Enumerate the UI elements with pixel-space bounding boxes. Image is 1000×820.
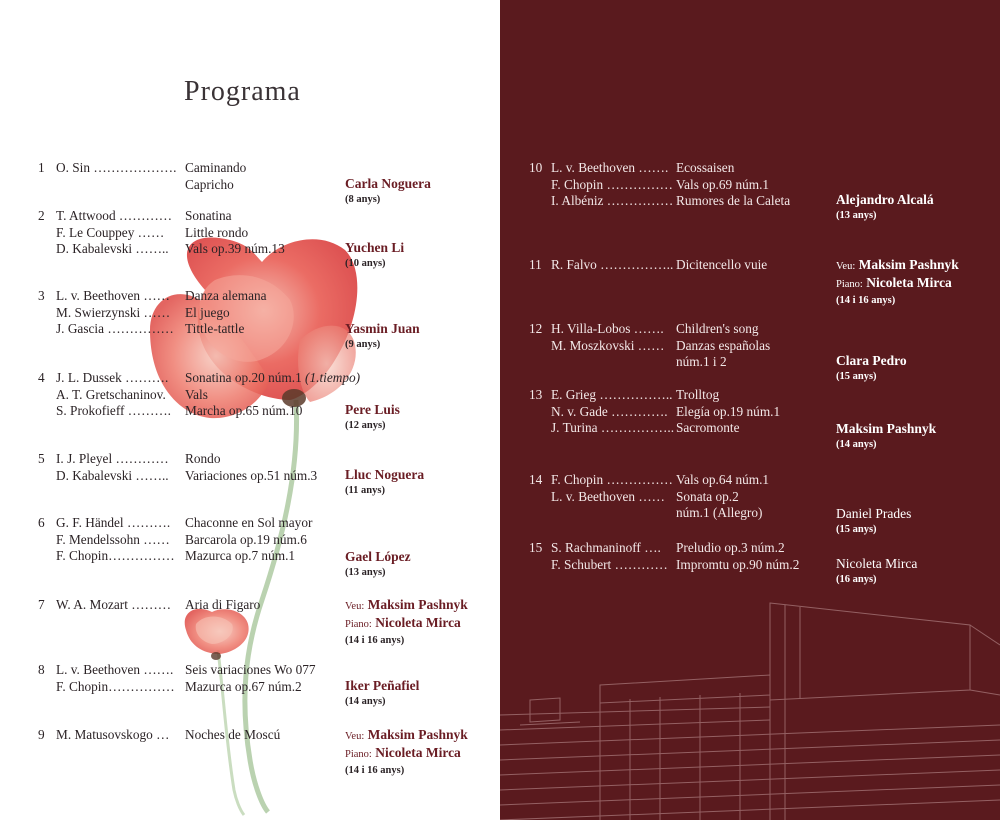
composer: F. Chopin…………… [56, 678, 175, 694]
performer-name: Clara Pedro [836, 353, 907, 368]
entry-number: 12 [529, 321, 543, 336]
performer [345, 402, 400, 434]
piece-title: Children's song [676, 321, 759, 336]
composer: F. Chopin…………… [56, 548, 175, 563]
performer [345, 176, 431, 208]
piece-title: Capricho [185, 176, 234, 192]
performer [345, 240, 404, 272]
piece-title: Noches de Moscú [185, 727, 281, 742]
building-line-drawing [500, 595, 1000, 820]
composer: I. J. Pleyel ………… [56, 451, 169, 466]
performer [345, 597, 468, 649]
entry-number: 2 [38, 208, 45, 223]
piece-title: Mazurca op.67 núm.2 [185, 678, 302, 694]
performer [345, 321, 420, 353]
composer: I. Albéniz …………… [551, 193, 674, 208]
composer: O. Sin ………………. [56, 160, 177, 175]
performer-age: (11 anys) [345, 485, 385, 496]
performer-name: Maksim Pashnyk [836, 421, 937, 436]
piano-label: Piano: [345, 749, 372, 760]
performer [836, 192, 934, 224]
composer: G. F. Händel ………. [56, 515, 171, 530]
voice-label: Veu: [836, 261, 856, 272]
piece-title: Mazurca op.7 núm.1 [185, 548, 296, 563]
performer-age: (9 anys) [345, 339, 381, 350]
composer: M. Swierzynski …… [56, 304, 171, 320]
piece-title: Sonatina [185, 208, 232, 223]
piece-title: Little rondo [185, 224, 249, 240]
performer-age: (15 anys) [836, 371, 877, 382]
piece-title: Vals [185, 386, 208, 402]
performer [836, 506, 911, 538]
piece-title: Chaconne en Sol mayor [185, 515, 313, 530]
entry-number: 15 [529, 540, 543, 555]
piece-title: núm.1 (Allegro) [676, 505, 763, 520]
entry-number: 10 [529, 160, 543, 175]
performer-name: Iker Peñafiel [345, 678, 420, 693]
voice-performer: Maksim Pashnyk [367, 727, 468, 742]
piece-title: Danzas españolas [676, 337, 771, 353]
composer: F. Chopin …………… [551, 176, 673, 192]
piece-title-text: Sonatina op.20 núm.1 [185, 370, 302, 385]
performer-age: (15 anys) [836, 524, 877, 535]
performer-age: (14 anys) [836, 439, 877, 450]
entry-number: 13 [529, 387, 543, 402]
performer-age: (13 anys) [345, 567, 386, 578]
piece-title: Rumores de la Caleta [676, 193, 791, 208]
composer: M. Moszkovski …… [551, 337, 665, 353]
composer: F. Schubert ………… [551, 556, 668, 572]
piano-performer: Nicoleta Mirca [375, 615, 461, 630]
piano-label: Piano: [345, 619, 372, 630]
voice-performer: Maksim Pashnyk [367, 597, 468, 612]
entry-number: 11 [529, 257, 542, 272]
performer [345, 549, 411, 581]
voice-label: Veu: [345, 731, 365, 742]
composer: S. Rachmaninoff …. [551, 540, 661, 555]
composer: F. Mendelssohn …… [56, 531, 170, 547]
piano-performer: Nicoleta Mirca [866, 275, 952, 290]
composer: D. Kabalevski …….. [56, 467, 169, 483]
performer [345, 467, 424, 499]
piece-title: Marcha op.65 núm.10 [185, 403, 303, 418]
performer-age: (14 i 16 anys) [345, 765, 405, 776]
performer-age: (8 anys) [345, 194, 381, 205]
entry-number: 3 [38, 288, 45, 303]
performer-age: (12 anys) [345, 420, 386, 431]
composer: W. A. Mozart ……… [56, 597, 172, 612]
performer-age: (14 i 16 anys) [836, 295, 896, 306]
piece-title: El juego [185, 304, 230, 320]
piece-title: Variaciones op.51 núm.3 [185, 467, 318, 483]
performer-age: (10 anys) [345, 258, 386, 269]
performer [836, 556, 917, 588]
entry-number: 6 [38, 515, 45, 530]
performer-name: Nicoleta Mirca [836, 556, 918, 571]
entry-number: 1 [38, 160, 45, 175]
composer: A. T. Gretschaninov. [56, 386, 166, 402]
performer-name: Yuchen Li [345, 240, 405, 255]
performer [836, 353, 907, 385]
entry-number: 9 [38, 727, 45, 742]
performer-age: (14 anys) [345, 696, 386, 707]
piece-title: Seis variaciones Wo 077 [185, 662, 316, 677]
performer [836, 257, 959, 309]
piece-title: Sonata op.2 [676, 488, 739, 504]
performer-name: Gael López [345, 549, 411, 564]
piece-title: núm.1 i 2 [676, 354, 727, 369]
performer [345, 678, 419, 710]
piece-title: Vals op.69 núm.1 [676, 176, 770, 192]
performer-name: Lluc Noguera [345, 467, 425, 482]
piece-title: Trolltog [676, 387, 720, 402]
piece-title: Barcarola op.19 núm.6 [185, 531, 307, 547]
composer: J. Turina …………….. [551, 420, 675, 435]
composer: N. v. Gade …………. [551, 403, 668, 419]
composer: S. Prokofieff ………. [56, 403, 171, 418]
piece-title: Vals op.39 núm.13 [185, 241, 285, 256]
composer: L. v. Beethoven …… [551, 488, 665, 504]
performer [345, 727, 468, 779]
piece-title: Dicitencello vuie [676, 257, 768, 272]
piano-performer: Nicoleta Mirca [375, 745, 461, 760]
composer: J. Gascia …………… [56, 321, 174, 336]
composer: D. Kabalevski …….. [56, 241, 169, 256]
entry-number: 4 [38, 370, 45, 385]
piece-title: Ecossaisen [676, 160, 735, 175]
piece-title: Rondo [185, 451, 221, 466]
entry-number: 7 [38, 597, 45, 612]
performer-age: (16 anys) [836, 574, 877, 585]
composer: R. Falvo …………….. [551, 257, 674, 272]
piece-title: Preludio op.3 núm.2 [676, 540, 785, 555]
composer: M. Matusovskogo … [56, 727, 170, 742]
piece-title: Tittle-tattle [185, 321, 245, 336]
performer-age: (14 i 16 anys) [345, 635, 405, 646]
piece-title: Impromtu op.90 núm.2 [676, 556, 800, 572]
piece-title: Elegía op.19 núm.1 [676, 403, 781, 419]
piece-title: Aria di Figaro [185, 597, 261, 612]
performer [836, 421, 936, 453]
entry-number: 14 [529, 472, 543, 487]
performer-name: Pere Luis [345, 402, 400, 417]
piece-note: (1.tiempo) [305, 370, 361, 385]
piece-title: Caminando [185, 160, 247, 175]
composer: T. Attwood ………… [56, 208, 173, 223]
composer: J. L. Dussek ………. [56, 370, 169, 385]
performer-name: Carla Noguera [345, 176, 431, 191]
composer: F. Chopin …………… [551, 472, 673, 487]
performer-name: Yasmin Juan [345, 321, 420, 336]
entry-number: 5 [38, 451, 45, 466]
composer: E. Grieg …………….. [551, 387, 673, 402]
composer: L. v. Beethoven ……. [551, 160, 669, 175]
piece-title: Sacromonte [676, 420, 740, 435]
performer-name: Daniel Prades [836, 506, 912, 521]
composer: H. Villa-Lobos ……. [551, 321, 664, 336]
composer: L. v. Beethoven ……. [56, 662, 174, 677]
performer-name: Alejandro Alcalá [836, 192, 934, 207]
page-title: Programa [184, 76, 301, 107]
entry-number: 8 [38, 662, 45, 677]
piano-label: Piano: [836, 279, 863, 290]
performer-age: (13 anys) [836, 210, 877, 221]
piece-title [185, 370, 360, 387]
voice-performer: Maksim Pashnyk [858, 257, 959, 272]
piece-title: Vals op.64 núm.1 [676, 472, 770, 487]
piece-title: Danza alemana [185, 288, 267, 303]
voice-label: Veu: [345, 601, 365, 612]
composer: L. v. Beethoven …… [56, 288, 170, 303]
composer: F. Le Couppey …… [56, 224, 165, 240]
